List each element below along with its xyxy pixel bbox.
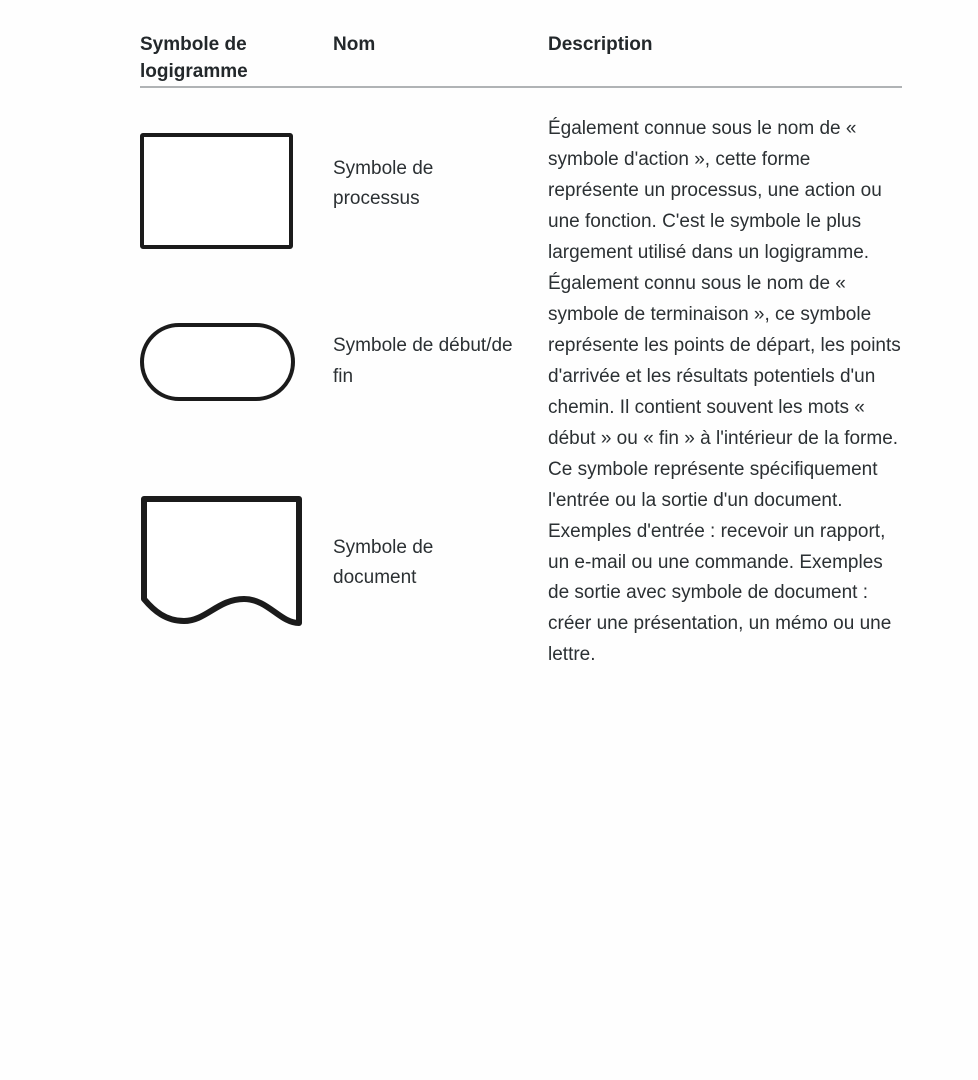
table-body <box>140 87 902 671</box>
symbol-name-document: Symbole de document <box>333 536 434 588</box>
header-row <box>140 0 902 87</box>
column-header-symbol <box>140 0 333 87</box>
table-row <box>140 269 902 455</box>
symbol-description-terminator: Également connu sous le nom de « symbole de terminaison », ce symbole représente les points de départ, les points d'arrivée et les résultats potentiels d'un chemin. Il contient souvent les mots « début » ou « fin » à l'intérieur de la forme. <box>548 272 901 449</box>
document-wave-symbol-icon <box>140 495 305 630</box>
column-header-name-label: Nom <box>333 34 376 55</box>
shape-wrapper <box>140 116 310 266</box>
table-header <box>140 0 902 87</box>
table-row <box>140 455 902 672</box>
symbol-cell-terminator <box>140 269 333 455</box>
table-row <box>140 87 902 269</box>
shape-wrapper <box>140 488 310 638</box>
column-header-name <box>333 0 548 87</box>
symbol-description-document: Ce symbole représente spécifiquement l'entrée ou la sortie d'un document. Exemples d'entrée : recevoir un rapport, un e-mail ou une commande. Exemples de sortie avec symbole de document : créer une présentation, un mémo ou une lettre. <box>548 458 892 666</box>
column-header-symbol-label: Symbole de logigramme <box>140 34 248 82</box>
symbol-cell-document <box>140 455 333 672</box>
symbol-cell-process <box>140 87 333 269</box>
rectangle-process-symbol-icon <box>140 133 293 249</box>
flowchart-symbol-table <box>140 0 902 671</box>
symbol-name-process: Symbole de processus <box>333 157 434 210</box>
column-header-description-label: Description <box>548 34 653 55</box>
shape-wrapper <box>140 287 310 437</box>
stadium-terminator-symbol-icon <box>140 323 295 401</box>
symbol-name-terminator: Symbole de début/de fin <box>333 335 513 387</box>
column-header-description <box>548 0 902 87</box>
symbol-description-process: Également connue sous le nom de « symbole d'action », cette forme représente un processus, une action ou une fonction. C'est le symbole le plus largement utilisé dans un logigramme. <box>548 117 882 263</box>
